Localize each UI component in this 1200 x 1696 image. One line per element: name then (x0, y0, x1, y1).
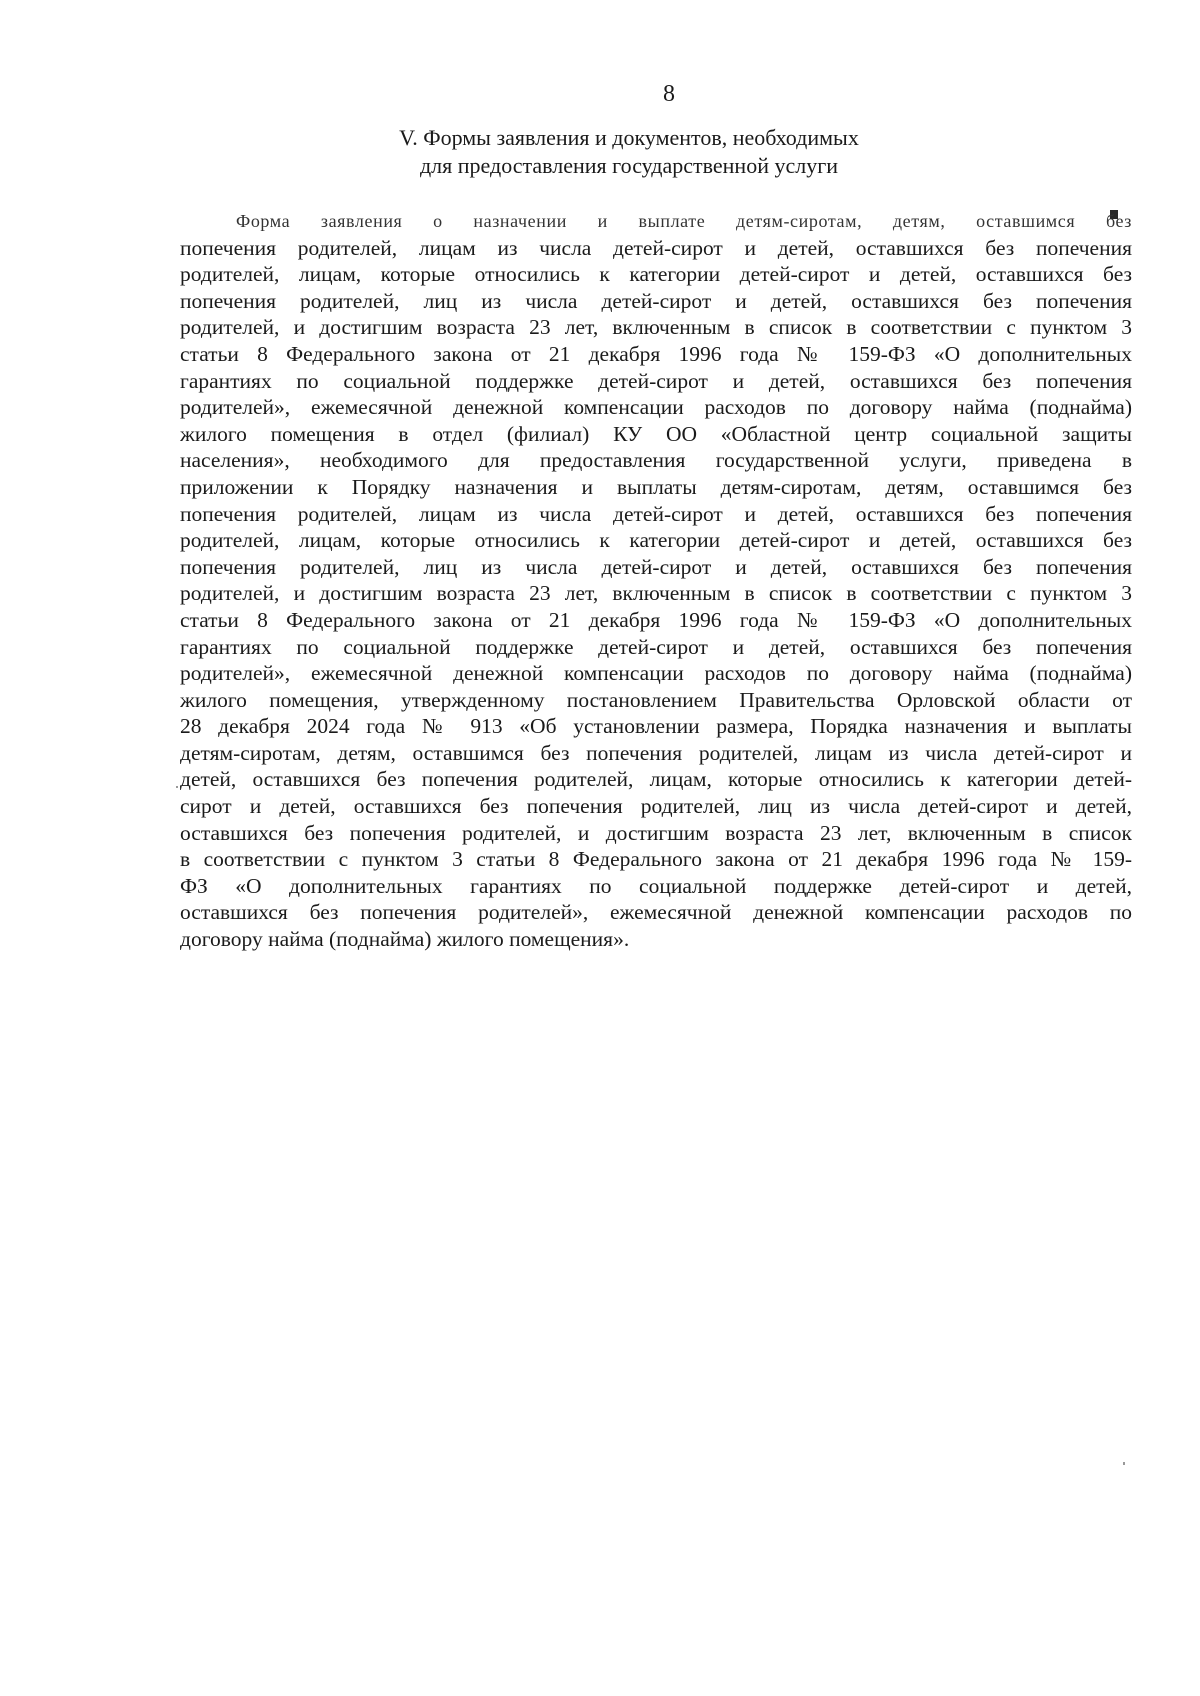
paragraph-line: ФЗ «О дополнительных гарантиях по социальной поддержке детей-сирот и детей, (180, 873, 1132, 898)
paragraph-line: детям-сиротам, детям, оставшимся без попечения родителей, лицам из числа детей-сирот и (180, 740, 1132, 765)
paragraph-line: родителей, лицам, которые относились к категории детей-сирот и детей, оставшихся без (180, 528, 1132, 553)
paragraph-line: родителей, и достигшим возраста 23 лет, включенным в список в соответствии с пунктом 3 (180, 581, 1132, 606)
paragraph-line: 28 декабря 2024 года № 913 «Об установлении размера, Порядка назначения и выплаты (180, 714, 1132, 739)
paragraph-line: попечения родителей, лиц из числа детей-сирот и детей, оставшихся без попечения (180, 554, 1132, 579)
paragraph-line: договору найма (поднайма) жилого помещения». (180, 927, 630, 952)
paragraph-line: попечения родителей, лицам из числа детей-сирот и детей, оставшихся без попечения (180, 235, 1132, 260)
paragraph-line: жилого помещения, утвержденному постановлением Правительства Орловской области от (180, 687, 1132, 712)
paragraph-line: оставшихся без попечения родителей, и достигшим возраста 23 лет, включенным в список (180, 820, 1132, 845)
section-heading-line-1: V. Формы заявления и документов, необходимых (399, 125, 859, 150)
paragraph-line: Форма заявления о назначении и выплате детям-сиротам, детям, оставшимся без (236, 211, 1132, 231)
paragraph-line: гарантиях по социальной поддержке детей-сирот и детей, оставшихся без попечения (180, 634, 1132, 659)
paragraph-line: оставшихся без попечения родителей», ежемесячной денежной компенсации расходов по (180, 900, 1132, 925)
scan-artifact-dot (176, 786, 178, 788)
paragraph-line: родителей», ежемесячной денежной компенсации расходов по договору найма (поднайма) (180, 661, 1132, 686)
paragraph-line: статьи 8 Федерального закона от 21 декабря 1996 года № 159-ФЗ «О дополнительных (180, 341, 1132, 366)
page-number: 8 (663, 81, 675, 107)
paragraph-line: родителей, лицам, которые относились к категории детей-сирот и детей, оставшихся без (180, 262, 1132, 287)
paragraph-line: приложении к Порядку назначения и выплаты детям-сиротам, детям, оставшимся без (180, 474, 1132, 499)
paragraph-line: статьи 8 Федерального закона от 21 декабря 1996 года № 159-ФЗ «О дополнительных (180, 607, 1132, 632)
paragraph-line: попечения родителей, лиц из числа детей-сирот и детей, оставшихся без попечения (180, 288, 1132, 313)
paragraph-line: родителей, и достигшим возраста 23 лет, включенным в список в соответствии с пунктом 3 (180, 315, 1132, 340)
paragraph-line: попечения родителей, лицам из числа детей-сирот и детей, оставшихся без попечения (180, 501, 1132, 526)
paragraph-line: родителей», ежемесячной денежной компенсации расходов по договору найма (поднайма) (180, 395, 1132, 420)
paragraph-line: гарантиях по социальной поддержке детей-сирот и детей, оставшихся без попечения (180, 368, 1132, 393)
section-heading (0, 124, 1200, 180)
paragraph-line: детей, оставшихся без попечения родителей, лицам, которые относились к категории детей- (180, 767, 1132, 792)
paragraph-line: населения», необходимого для предоставления государственной услуги, приведена в (180, 448, 1132, 473)
body-paragraph (180, 208, 1132, 953)
scan-artifact-dot (1123, 1462, 1125, 1465)
paragraph-line: в соответствии с пунктом 3 статьи 8 Федерального закона от 21 декабря 1996 года № 159- (180, 847, 1132, 872)
paragraph-line: сирот и детей, оставшихся без попечения родителей, лиц из числа детей-сирот и детей, (180, 794, 1132, 819)
paragraph-line: жилого помещения в отдел (филиал) КУ ОО «Областной центр социальной защиты (180, 421, 1132, 446)
section-heading-line-2: для предоставления государственной услуги (419, 153, 839, 178)
